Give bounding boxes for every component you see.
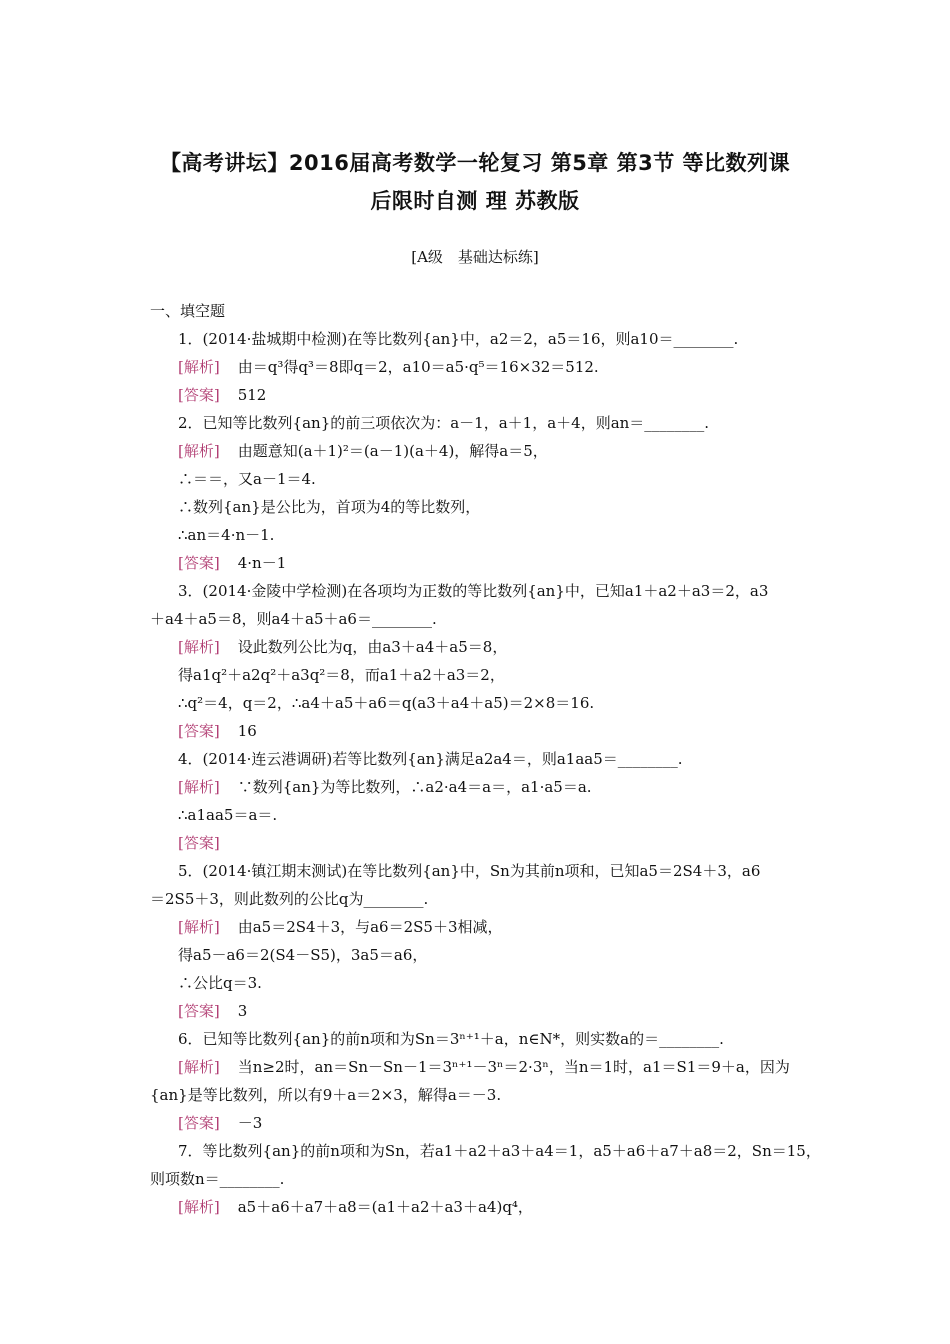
analysis-line [178, 916, 503, 937]
solution-line: ∴an＝4·n－1. [178, 526, 275, 544]
answer-line [178, 1112, 262, 1133]
problem-3-text-cont: ＋a4＋a5＝8，则a4＋a5＋a6＝________. [150, 610, 437, 628]
answer-tag: [答案] [178, 554, 220, 572]
problem-5-text: 5．(2014·镇江期末测试)在等比数列{an}中，Sn为其前n项和，已知a5＝2S4＋3，a6 [178, 862, 761, 880]
answer-line [178, 1000, 247, 1021]
answer-text: －3 [237, 1114, 263, 1132]
analysis-text: 由a5＝2S4＋3，与a6＝2S5＋3相减， [237, 918, 503, 936]
problem-7-text: 7．等比数列{an}的前n项和为Sn，若a1＋a2＋a3＋a4＝1，a5＋a6＋a7＋a8＝2，Sn＝15， [178, 1142, 821, 1160]
answer-text: 4·n－1 [237, 554, 287, 572]
problem-3-text: 3．(2014·金陵中学检测)在各项均为正数的等比数列{an}中，已知a1＋a2＋a3＝2，a3 [178, 582, 769, 600]
problem-5-text-cont: ＝2S5＋3，则此数列的公比q为________. [150, 890, 429, 908]
problem-7-text-cont: 则项数n＝________. [150, 1170, 285, 1188]
answer-line [178, 384, 266, 405]
analysis-text: 由题意知(a＋1)²＝(a－1)(a＋4)，解得a＝5， [237, 442, 548, 460]
analysis-line [178, 1056, 790, 1077]
analysis-tag: [解析] [178, 778, 220, 796]
answer-tag: [答案] [178, 834, 220, 852]
answer-text: 512 [237, 386, 267, 404]
problem-2-text: 2．已知等比数列{an}的前三项依次为：a－1，a＋1，a＋4，则an＝________. [178, 414, 710, 432]
answer-line [178, 720, 257, 741]
problem-6-text: 6．已知等比数列{an}的前n项和为Sn＝3ⁿ⁺¹＋a，n∈N*，则实数a的＝________. [178, 1030, 724, 1048]
document-title-line1: 【高考讲坛】2016届高考数学一轮复习 第5章 第3节 等比数列课 [159, 151, 791, 175]
solution-line: ∴q²＝4，q＝2，∴a4＋a5＋a6＝q(a3＋a4＋a5)＝2×8＝16. [178, 694, 595, 712]
solution-line: ∴a1aa5＝a＝. [178, 806, 278, 824]
analysis-tag: [解析] [178, 918, 220, 936]
problem-4-text: 4．(2014·连云港调研)若等比数列{an}满足a2a4＝，则a1aa5＝________. [178, 750, 683, 768]
analysis-tag: [解析] [178, 1198, 220, 1216]
analysis-line [178, 356, 599, 377]
analysis-text: a5＋a6＋a7＋a8＝(a1＋a2＋a3＋a4)q⁴， [237, 1198, 533, 1216]
solution-line: {an}是等比数列，所以有9＋a＝2×3，解得a＝－3. [150, 1086, 502, 1104]
answer-tag: [答案] [178, 1114, 220, 1132]
document-title-line2: 后限时自测 理 苏教版 [370, 189, 580, 213]
solution-line: ∴＝＝，又a－1＝4. [178, 470, 316, 488]
analysis-tag: [解析] [178, 358, 220, 376]
answer-tag: [答案] [178, 722, 220, 740]
analysis-text: ∵数列{an}为等比数列，∴a2·a4＝a＝，a1·a5＝a. [237, 778, 592, 796]
answer-tag: [答案] [178, 1002, 220, 1020]
answer-text: 16 [237, 722, 257, 740]
answer-line [178, 832, 238, 853]
analysis-line [178, 776, 592, 797]
solution-line: 得a5－a6＝2(S4－S5)，3a5＝a6， [178, 946, 428, 964]
analysis-line [178, 636, 507, 657]
answer-text: 3 [237, 1002, 248, 1020]
solution-line: ∴数列{an}是公比为，首项为4的等比数列， [178, 498, 481, 516]
level-heading: [A级 基础达标练] [411, 248, 539, 266]
solution-line: 得a1q²＋a2q²＋a3q²＝8，而a1＋a2＋a3＝2， [178, 666, 505, 684]
answer-tag: [答案] [178, 386, 220, 404]
solution-line: ∴公比q＝3. [178, 974, 262, 992]
problem-1-text: 1．(2014·盐城期中检测)在等比数列{an}中，a2＝2，a5＝16，则a10＝________. [178, 330, 739, 348]
analysis-tag: [解析] [178, 1058, 220, 1076]
answer-line [178, 552, 286, 573]
section-heading: 一、填空题 [150, 302, 226, 320]
analysis-text: 由＝q³得q³＝8即q＝2，a10＝a5·q⁵＝16×32＝512. [237, 358, 599, 376]
analysis-line [178, 1196, 533, 1217]
analysis-tag: [解析] [178, 638, 220, 656]
analysis-text: 当n≥2时，an＝Sn－Sn－1＝3ⁿ⁺¹－3ⁿ＝2·3ⁿ，当n＝1时，a1＝S1＝9＋a，因为 [237, 1058, 790, 1076]
analysis-line [178, 440, 548, 461]
analysis-tag: [解析] [178, 442, 220, 460]
analysis-text: 设此数列公比为q，由a3＋a4＋a5＝8， [237, 638, 508, 656]
